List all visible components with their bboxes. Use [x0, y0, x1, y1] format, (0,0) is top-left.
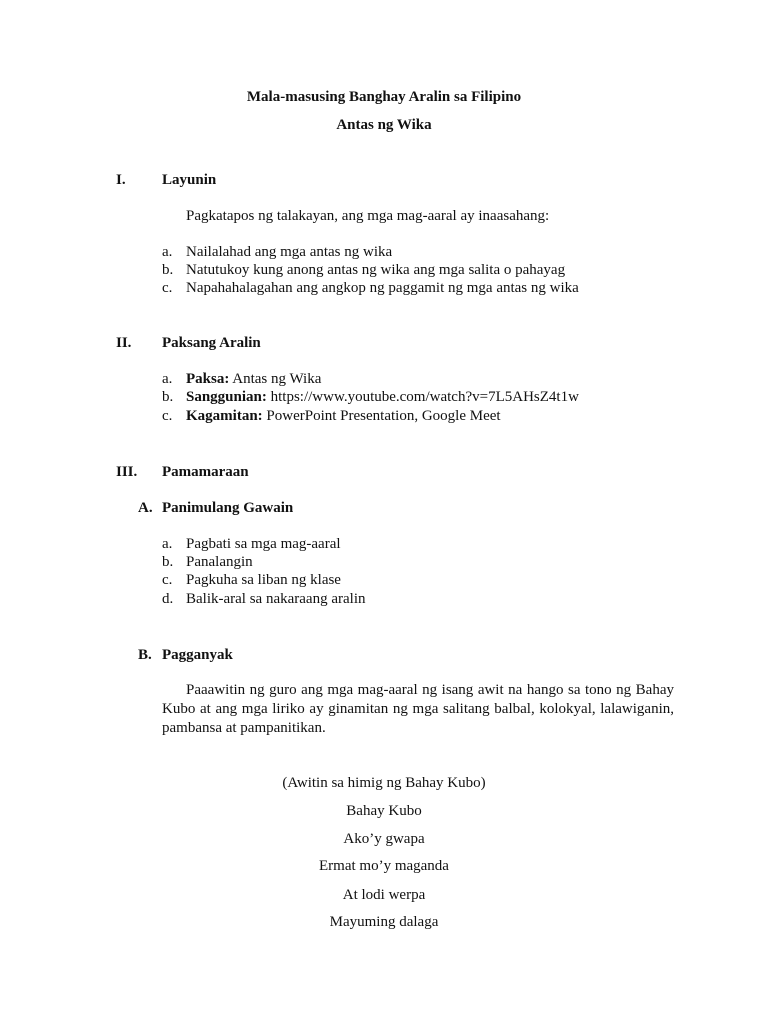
section-1-heading: Layunin	[162, 172, 217, 188]
section-2-numeral: II.	[116, 335, 132, 351]
subsection-b-heading: Pagganyak	[162, 647, 233, 663]
list-item: Napahahalagahan ang angkop ng paggamit ng mga antas ng wika	[186, 280, 579, 296]
list-item: Balik-aral sa nakaraang aralin	[186, 591, 366, 607]
pagganyak-paragraph: Paaawitin ng guro ang mga mag-aaral ng isang awit na hango sa tono ng Bahay Kubo at ang mga liriko ay ginamitan ng mga salitang balbal, kolokyal, lalawiganin, pambansa at pampanitikan.	[162, 682, 674, 736]
list-marker: d.	[162, 591, 174, 607]
song-line: Ermat mo’y maganda	[319, 858, 449, 874]
section-3-heading: Pamamaraan	[162, 464, 249, 480]
subsection-b-letter: B.	[138, 647, 152, 663]
item-label: Sanggunian:	[186, 389, 267, 405]
item-label: Kagamitan:	[186, 408, 263, 424]
list-marker: b.	[162, 554, 174, 570]
list-marker: a.	[162, 536, 173, 552]
song-line: (Awitin sa himig ng Bahay Kubo)	[282, 775, 486, 791]
document-title: Mala-masusing Banghay Aralin sa Filipino	[246, 89, 522, 105]
list-item: Pagbati sa mga mag-aaral	[186, 536, 341, 552]
list-item: Panalangin	[186, 554, 253, 570]
song-line: Ako’y gwapa	[343, 831, 425, 847]
list-item: Natutukoy kung anong antas ng wika ang mga salita o pahayag	[186, 262, 566, 278]
list-marker: c.	[162, 280, 173, 296]
song-line: At lodi werpa	[342, 887, 426, 903]
list-marker: c.	[162, 572, 173, 588]
item-value: PowerPoint Presentation, Google Meet	[262, 408, 501, 424]
song-line: Mayuming dalaga	[329, 914, 439, 930]
list-item: Pagkuha sa liban ng klase	[186, 572, 341, 588]
list-marker: c.	[162, 408, 173, 424]
section-1-intro: Pagkatapos ng talakayan, ang mga mag-aaral ay inaasahang:	[186, 208, 550, 224]
list-item: Nailalahad ang mga antas ng wika	[186, 244, 393, 260]
list-marker: a.	[162, 244, 173, 260]
item-value: https://www.youtube.com/watch?v=7L5AHsZ4t1w	[266, 389, 579, 405]
list-marker: a.	[162, 371, 173, 387]
song-line: Bahay Kubo	[346, 803, 422, 819]
list-marker: b.	[162, 389, 174, 405]
list-item	[186, 388, 579, 406]
list-item	[186, 407, 501, 425]
document-subtitle: Antas ng Wika	[336, 117, 432, 133]
list-marker: b.	[162, 262, 174, 278]
subsection-a-letter: A.	[138, 500, 153, 516]
section-1-numeral: I.	[116, 172, 126, 188]
list-item	[186, 370, 321, 388]
section-2-heading: Paksang Aralin	[162, 335, 261, 351]
subsection-a-heading: Panimulang Gawain	[162, 500, 294, 516]
section-3-numeral: III.	[116, 464, 138, 480]
item-value: Antas ng Wika	[229, 371, 322, 387]
item-label: Paksa:	[186, 371, 230, 387]
